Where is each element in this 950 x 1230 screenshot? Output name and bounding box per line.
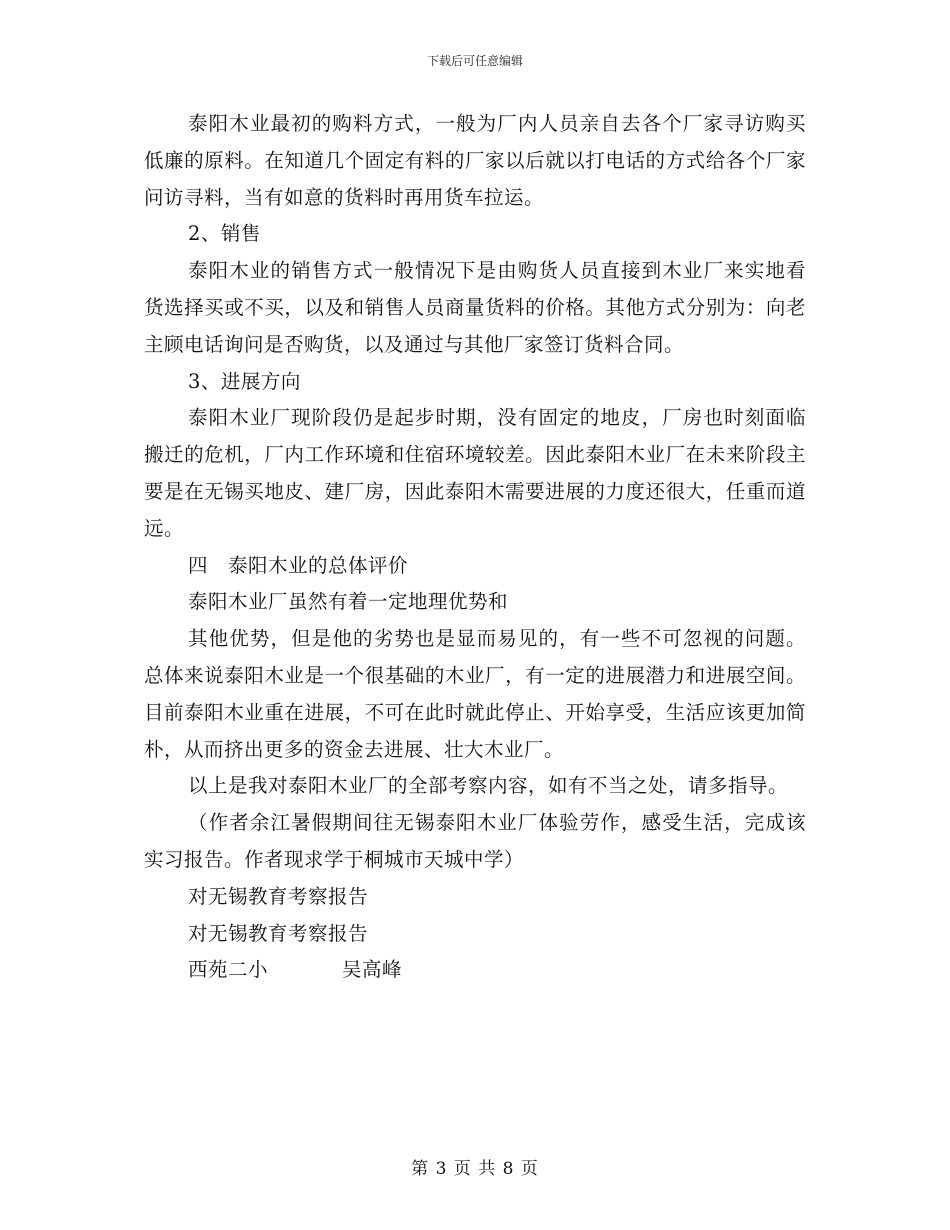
signature-line [144,952,806,989]
signature-author: 吴高峰 [342,958,403,982]
paragraph-author-note: （作者余江暑假期间往无锡泰阳木业厂体验劳作，感受生活，完成该实习报告。作者现求学于桐城市天城中学） [144,811,806,871]
report-title: 对无锡教育考察报告 [188,884,369,908]
paragraph-conclusion: 以上是我对泰阳木业厂的全部考察内容，如有不当之处，请多指导。 [188,774,789,798]
report-title-repeat: 对无锡教育考察报告 [188,921,369,945]
heading-evaluation: 四 泰阳木业的总体评价 [188,553,409,577]
paragraph-evaluation-intro: 泰阳木业厂虽然有着一定地理优势和 [188,590,509,614]
signature-school: 西苑二小 [188,958,269,982]
page-header: 下载后可任意编辑 [426,54,523,68]
paragraph-evaluation: 其他优势，但是他的劣势也是显而易见的，有一些不可忽视的问题。总体来说泰阳木业是一个很基础的木业厂，有一定的进展潜力和进展空间。目前泰阳木业重在进展，不可在此时就此停止、开始享受，生活应该更加简朴，从而挤出更多的资金去进展、壮大木业厂。 [144,627,806,761]
paragraph-development: 泰阳木业厂现阶段仍是起步时期，没有固定的地皮，厂房也时刻面临搬迁的危机，厂内工作环境和住宿环境较差。因此泰阳木业厂在未来阶段主要是在无锡买地皮、建厂房，因此泰阳木需要进展的力度还很大，任重而道远。 [144,406,806,540]
document-body [144,106,806,989]
heading-sales: 2、销售 [188,222,261,246]
paragraph-sales: 泰阳木业的销售方式一般情况下是由购货人员直接到木业厂来实地看货选择买或不买，以及和销售人员商量货料的价格。其他方式分别为：向老主顾电话询问是否购货，以及通过与其他厂家签订货料合同。 [144,259,806,356]
page-footer: 第 3 页 共 8 页 [411,1159,539,1179]
paragraph-purchasing: 泰阳木业最初的购料方式，一般为厂内人员亲自去各个厂家寻访购买低廉的原料。在知道几个固定有料的厂家以后就以打电话的方式给各个厂家问访寻料，当有如意的货料时再用货车拉运。 [144,112,806,209]
heading-development: 3、进展方向 [188,369,301,393]
